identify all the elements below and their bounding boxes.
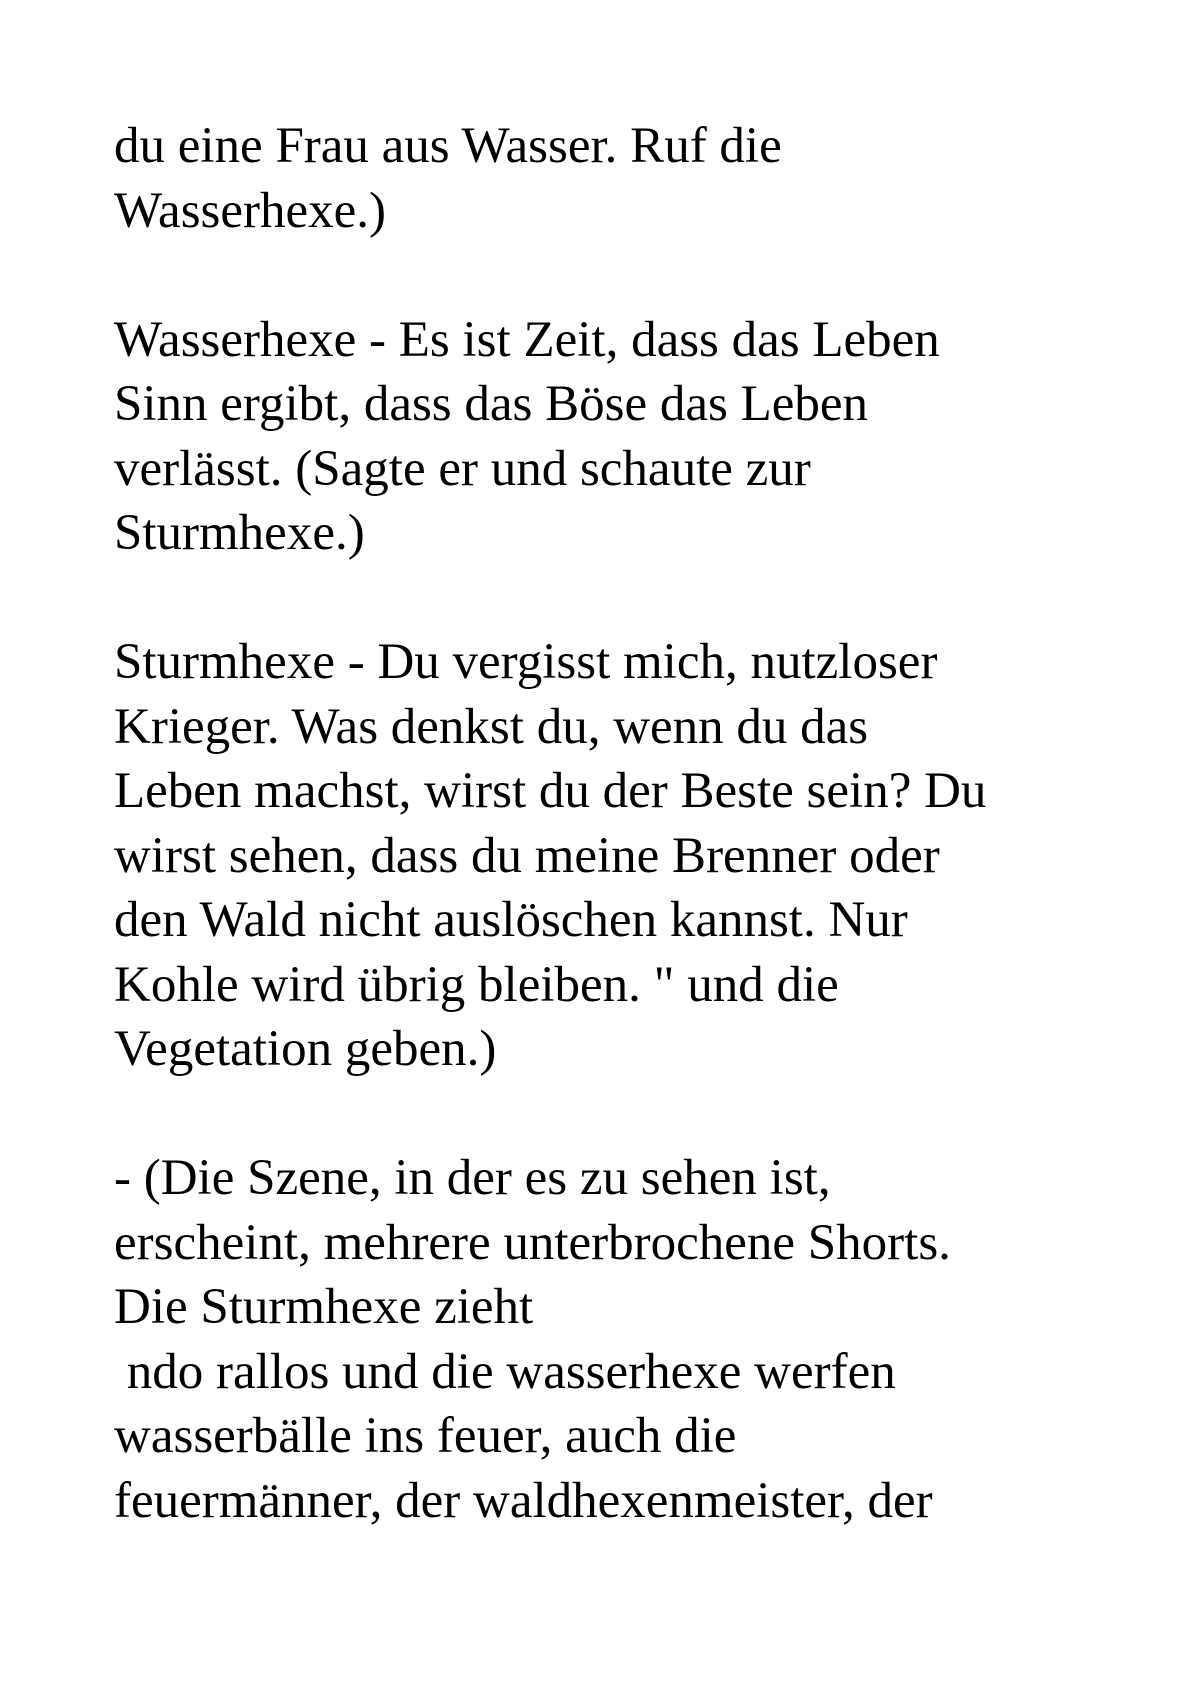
paragraph-3	[114, 630, 1114, 1082]
document-text	[114, 114, 1114, 1533]
text-line: erscheint, mehrere unterbrochene Shorts.	[114, 1214, 951, 1271]
text-line: Wasserhexe.)	[114, 182, 387, 239]
text-line: Sturmhexe.)	[114, 505, 365, 561]
text-line: den Wald nicht auslöschen kannst. Nur	[114, 892, 908, 948]
text-line: wirst sehen, dass du meine Brenner oder	[114, 827, 940, 884]
text-line: ndo rallos und die wasserhexe werfen	[114, 1343, 896, 1400]
text-line: Leben machst, wirst du der Beste sein? Du	[114, 763, 987, 819]
paragraph-spacer	[114, 566, 1114, 631]
text-line: Vegetation geben.)	[114, 1021, 497, 1077]
paragraph-spacer	[114, 1082, 1114, 1147]
text-line: Kohle wird übrig bleiben. " und die	[114, 956, 839, 1013]
text-line: Wasserhexe - Es ist Zeit, dass das Leben	[114, 311, 940, 368]
paragraph-spacer	[114, 243, 1114, 308]
text-line: - (Die Szene, in der es zu sehen ist,	[114, 1150, 831, 1206]
text-line: Sinn ergibt, dass das Böse das Leben	[114, 376, 869, 432]
paragraph-2	[114, 308, 1114, 566]
paragraph-1	[114, 114, 1114, 243]
text-line: verlässt. (Sagte er und schaute zur	[114, 440, 811, 497]
text-line: wasserbälle ins feuer, auch die	[114, 1408, 737, 1464]
text-line: Die Sturmhexe zieht	[114, 1279, 534, 1335]
text-line: Sturmhexe - Du vergisst mich, nutzloser	[114, 634, 938, 690]
text-line: Krieger. Was denkst du, wenn du das	[114, 698, 869, 755]
text-line: du eine Frau aus Wasser. Ruf die	[114, 118, 782, 174]
paragraph-4	[114, 1146, 1114, 1533]
text-line: feuermänner, der waldhexenmeister, der	[114, 1472, 933, 1529]
